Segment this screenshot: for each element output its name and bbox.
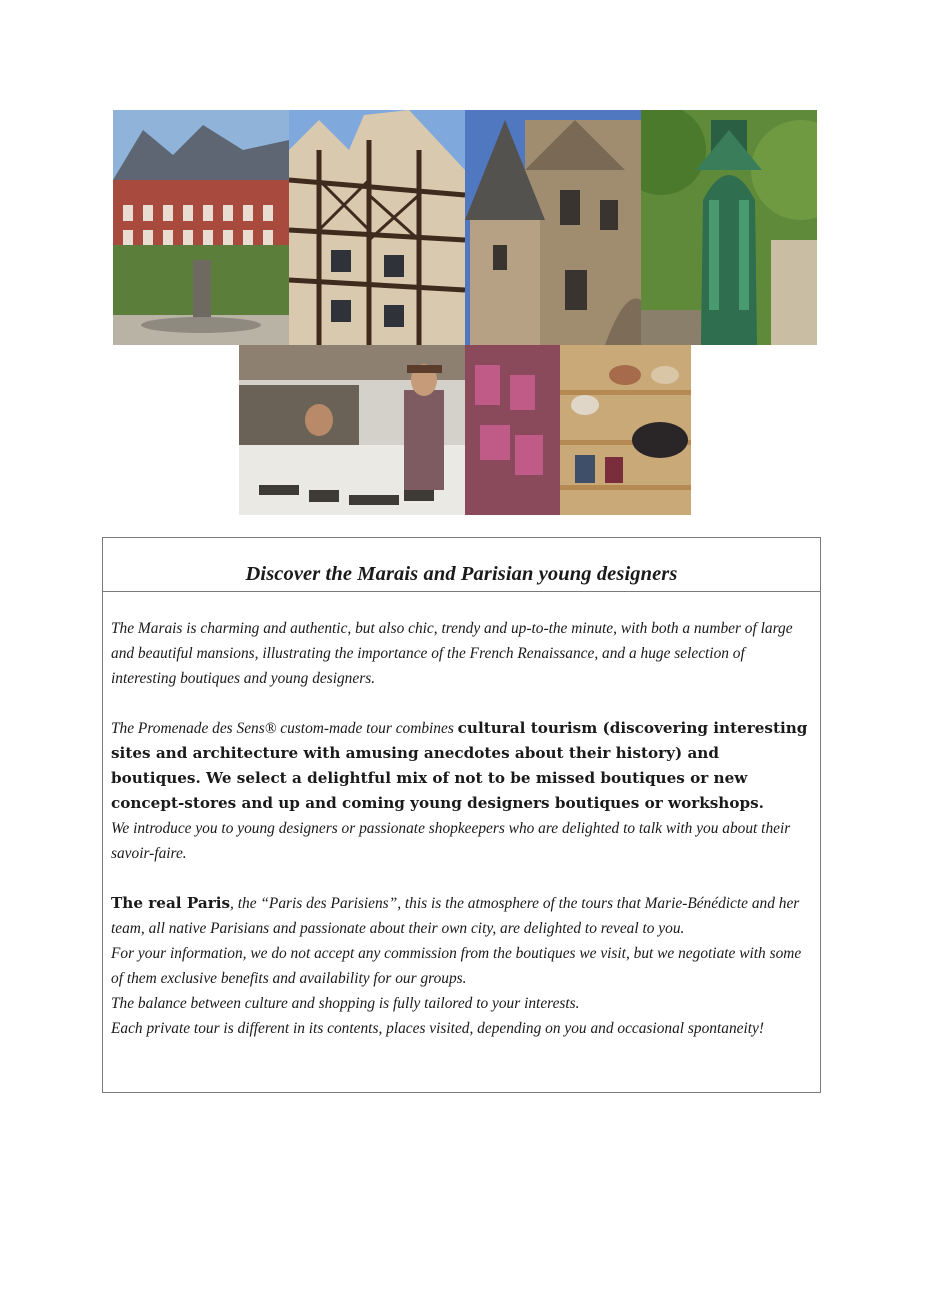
tour-bold-text: cultural tourism (discovering interesting sites and architecture with amusing anecdotes about their history) and boutiques. We select a delightful mix of not to be missed boutiques or new concept-stores and up and coming young designers boutiques or workshops. [111,719,808,812]
paragraph-tour [111,716,812,816]
tour-intro-text: The Promenade des Sens® custom-made tour combines [111,720,458,737]
paragraph-intro: The Marais is charming and authentic, but also chic, trendy and up-to-the minute, with both a number of large and beautiful mansions, illustrating the importance of the French Renaissance, and a huge selection of interesting boutiques and young designers. [111,620,793,687]
wallace-fountain-photo [641,110,817,345]
paragraph-private-tour: Each private tour is different in its contents, places visited, depending on you and occasional spontaneity! [111,1020,764,1037]
designer-workshop-photo [239,345,465,515]
paragraph-commission: For your information, we do not accept any commission from the boutiques we visit, but we negotiate with some of them exclusive benefits and availability for our groups. [111,945,802,987]
title-row [103,538,820,592]
description-box [102,537,821,1093]
paragraph-balance: The balance between culture and shopping is fully tailored to your interests. [111,995,580,1012]
place-des-vosges-photo [113,110,289,345]
real-paris-text: , the “Paris des Parisiens”, this is the atmosphere of the tours that Marie-Bénédicte and her team, all native Parisians and passionate about their own city, are delighted to reveal to you. [111,895,800,937]
paragraph-real-paris [111,891,812,941]
gothic-turret-photo [465,110,641,345]
paragraph-designers: We introduce you to young designers or passionate shopkeepers who are delighted to talk with you about their savoir-faire. [111,820,791,862]
real-paris-bold: The real Paris [111,894,231,912]
half-timbered-house-photo [289,110,465,345]
page-title: Discover the Marais and Parisian young designers [245,563,678,585]
description-body [103,592,820,1041]
boutique-shelves-photo [465,345,691,515]
